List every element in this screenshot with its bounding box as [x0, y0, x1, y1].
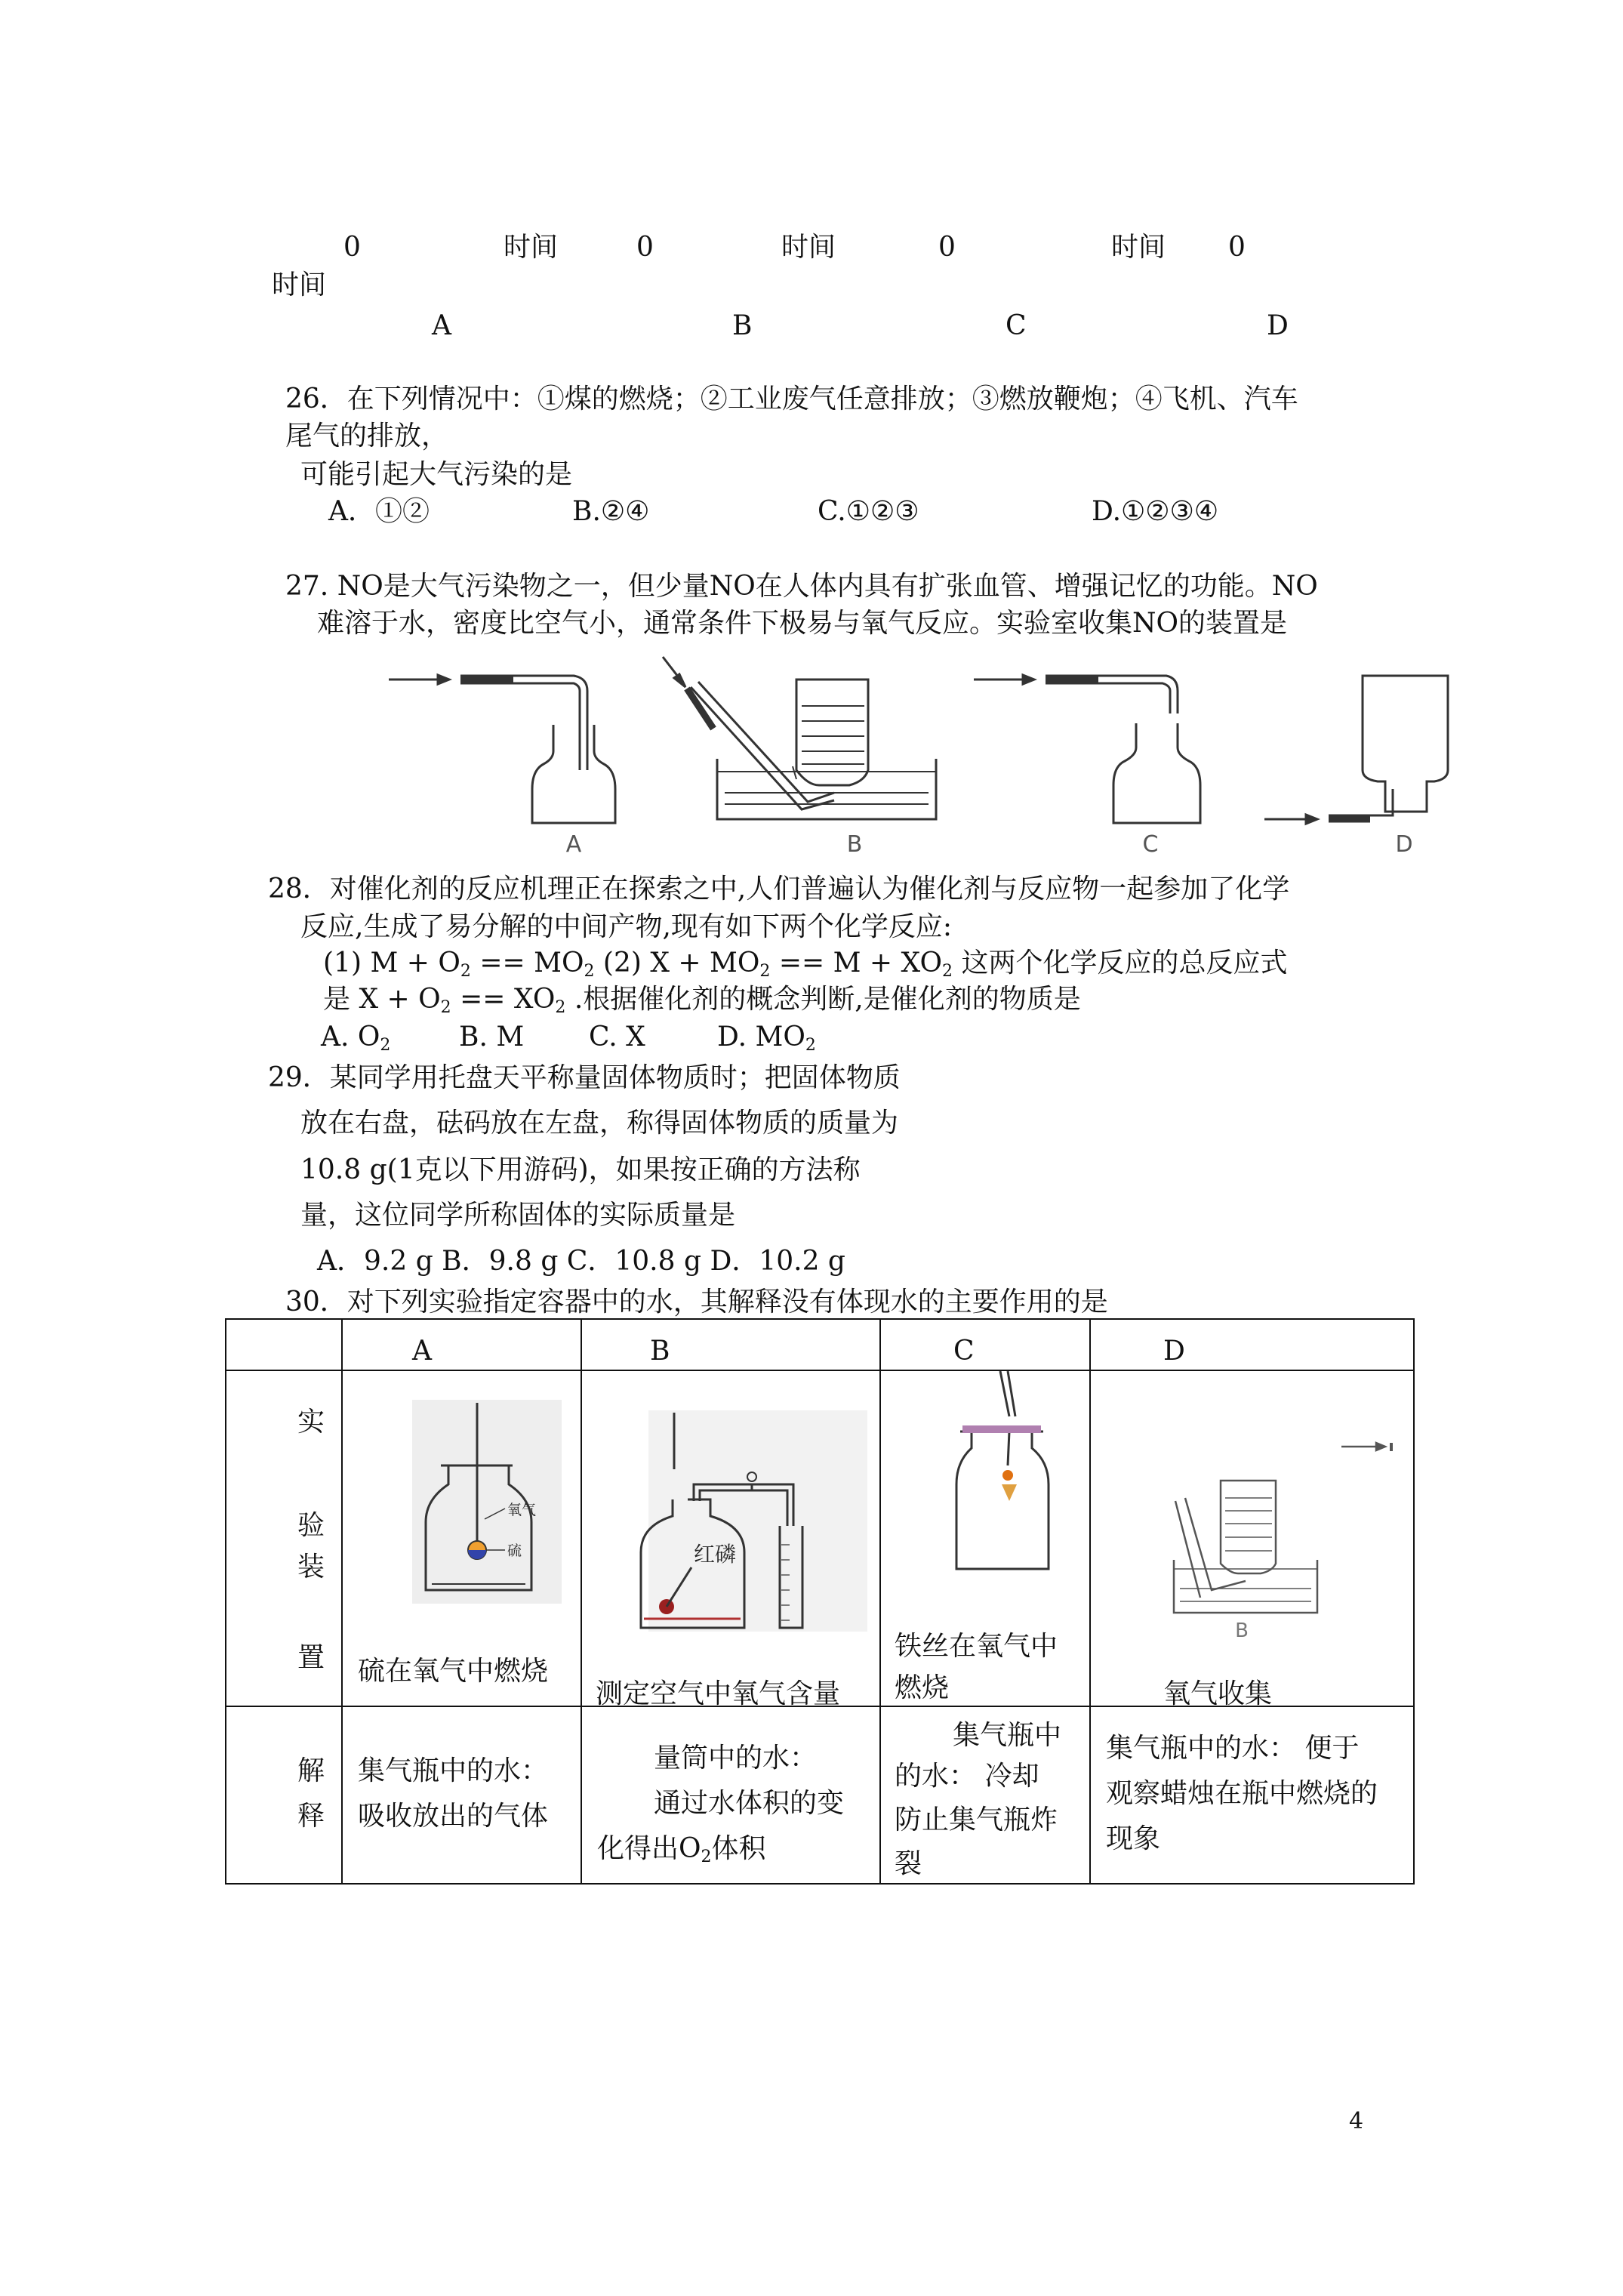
q30-table: [225, 1318, 1415, 1885]
q26-option-c: C.①②③: [818, 496, 919, 527]
page-number: 4: [1349, 2108, 1364, 2134]
q28-option-d: D. MO2: [717, 1022, 816, 1055]
q29-stem-line2: 放在右盘，砝码放在左盘，称得固体物质的质量为: [300, 1108, 899, 1139]
label-red-phosphorus: 红磷: [694, 1542, 737, 1567]
label-sulfur: 硫: [507, 1542, 522, 1559]
axis-zero-c: 0: [938, 232, 956, 263]
q28-stem-line2: 反应,生成了易分解的中间产物,现有如下两个化学反应:: [300, 911, 953, 942]
graph-option-a: A: [432, 310, 451, 341]
q30-a-caption: 硫在氧气中燃烧: [358, 1656, 549, 1687]
graph-option-b: B: [732, 310, 753, 341]
q27-apparatus-label-b: B: [846, 831, 863, 858]
q30-header-blank: [226, 1319, 342, 1370]
axis-time-c: 时间: [1111, 232, 1166, 263]
q30-stem: 30．对下列实验指定容器中的水，其解释没有体现水的主要作用的是: [285, 1287, 1108, 1318]
q30-setup-a: [342, 1370, 581, 1706]
q26-stem-line2: 尾气的排放，: [285, 421, 449, 451]
q28-option-c: C. X: [589, 1022, 645, 1052]
axis-zero-d: 0: [1228, 232, 1246, 263]
q30-b-caption: 测定空气中氧气含量: [596, 1678, 841, 1709]
q26-option-a: A．①②: [328, 496, 430, 527]
q26-option-d: D.①②③④: [1092, 496, 1219, 527]
oxygen-collection-figure: [1091, 1371, 1413, 1707]
q26-stem-line1: 26．在下列情况中：①煤的燃烧；②工业废气任意排放；③燃放鞭炮；④飞机、汽车: [285, 384, 1298, 415]
q28-option-b: B. M: [459, 1022, 525, 1052]
label-b: B: [1235, 1620, 1249, 1642]
q27-stem-line1: 27. NO是大气污染物之一，但少量NO在人体内具有扩张血管、增强记忆的功能。NO: [285, 571, 1318, 602]
q27-apparatus-label-d: D: [1395, 831, 1413, 858]
q28-overall-equation: 是 X + O2 == XO2 .根据催化剂的概念判断,是催化剂的物质是: [323, 984, 1081, 1017]
q30-row-label-setup: 实 验 装 置: [226, 1370, 342, 1706]
q30-explain-d: 集气瓶中的水： 便于 观察蜡烛在瓶中燃烧的 现象: [1090, 1706, 1414, 1884]
axis-time-a: 时间: [504, 232, 559, 263]
q30-explain-c: 集气瓶中 的水： 冷却 防止集气瓶炸 裂: [880, 1706, 1090, 1884]
q26-stem-line3: 可能引起大气污染的是: [300, 459, 573, 490]
q30-setup-c: [880, 1370, 1090, 1706]
q30-header-b: B: [581, 1319, 880, 1370]
q30-row-label-explain: 解 释: [226, 1706, 342, 1884]
q30-c-caption-1: 铁丝在氧气中: [895, 1631, 1058, 1662]
axis-time-b: 时间: [781, 232, 836, 263]
q28-equations: (1) M + O2 == MO2 (2) X + MO2 == M + XO2 这两个化学反应的总反应式: [323, 948, 1288, 981]
q27-apparatus-c: [974, 675, 1200, 823]
q29-options: A．9.2 g B．9.8 g C．10.8 g D．10.2 g: [317, 1246, 845, 1277]
q27-apparatus-b: [663, 657, 936, 819]
q30-setup-b: [581, 1370, 880, 1709]
q30-header-d: D: [1090, 1319, 1414, 1370]
q29-stem-line4: 量，这位同学所称固体的实际质量是: [300, 1200, 736, 1231]
q26-option-b: B.②④: [572, 496, 650, 527]
q30-header-c: C: [880, 1319, 1090, 1370]
axis-zero-a: 0: [343, 232, 361, 263]
q30-explain-b: 量筒中的水： 通过水体积的变 化得出O2体积: [581, 1706, 880, 1884]
q30-explain-a: 集气瓶中的水： 吸收放出的气体: [342, 1706, 581, 1884]
q27-stem-line2: 难溶于水，密度比空气小，通常条件下极易与氧气反应。实验室收集NO的装置是: [317, 608, 1288, 639]
q27-apparatus-a: [389, 675, 615, 823]
axis-zero-b: 0: [636, 232, 654, 263]
q27-apparatus-d: [1264, 676, 1448, 824]
q29-stem-line3: 10.8 g(1克以下用游码)，如果按正确的方法称: [300, 1154, 861, 1185]
q28-option-a: A. O2: [321, 1022, 391, 1055]
label-oxygen: 氧气: [507, 1502, 537, 1518]
q30-d-caption: 氧气收集: [1163, 1678, 1273, 1709]
axis-time-d: 时间: [272, 270, 327, 300]
graph-option-d: D: [1267, 310, 1289, 341]
q30-header-a: A: [342, 1319, 581, 1370]
oxygen-content-figure: [582, 1371, 879, 1707]
q30-c-caption-2: 燃烧: [895, 1672, 950, 1703]
q29-stem-line1: 29．某同学用托盘天平称量固体物质时；把固体物质: [268, 1062, 901, 1093]
q28-stem-line1: 28．对催化剂的反应机理正在探索之中,人们普遍认为催化剂与反应物一起参加了化学: [268, 874, 1290, 905]
graph-option-c: C: [1006, 310, 1027, 341]
q30-setup-d: [1090, 1370, 1414, 1709]
q27-apparatus-label-a: A: [565, 831, 582, 858]
q27-apparatus-label-c: C: [1142, 831, 1159, 858]
